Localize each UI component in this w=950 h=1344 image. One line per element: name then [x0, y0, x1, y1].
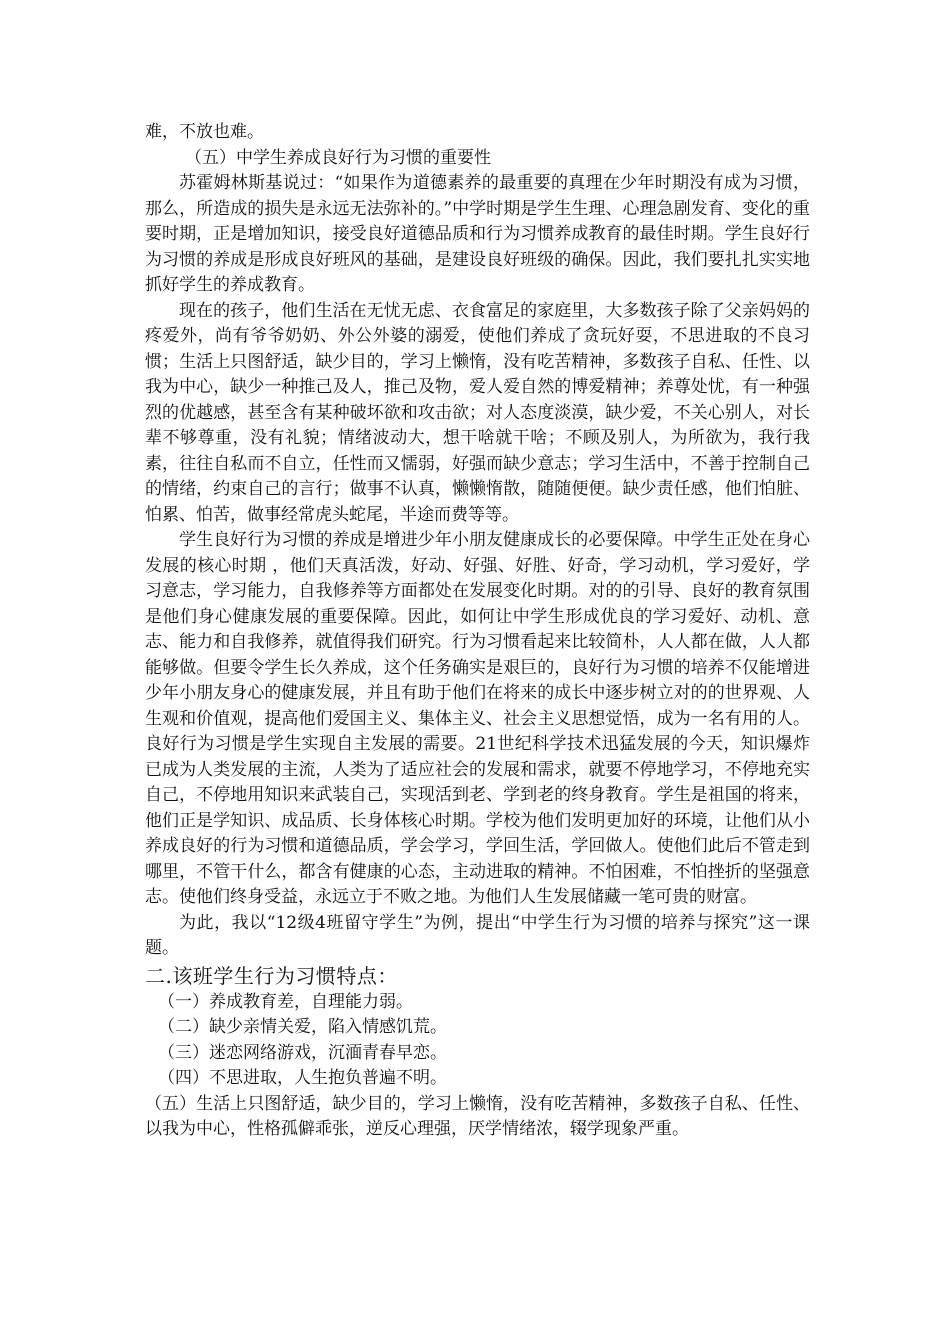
paragraph-habit-guarantee: 学生良好行为习惯的养成是增进少年小朋友健康成长的必要保障。中学生正处在身心发展的核心时期 ，他们天真活泼，好动、好强、好胜、好奇，学习动机，学习爱好，学习意志，学习能力，自我修养等方面都处在发展变化时期。对的的引导、良好的教育氛围是他们身心健康发展的重要保障。因此，如何让中学生形成优良的学习爱好、动机、意志、能力和自我修养，就值得我们研究。行为习惯看起来比较简朴，人人都在做，人人都能够做。但要令学生长久养成，这个任务确实是艰巨的，良好行为习惯的培养不仅能增进少年小朋友身心的健康发展，并且有助于他们在将来的成长中逐步树立对的的世界观、人生观和价值观，提高他们爱国主义、集体主义、社会主义思想觉悟，成为一名有用的人。良好行为习惯是学生实现自主发展的需要。21世纪科学技术迅猛发展的今天，知识爆炸已成为人类发展的主流，人类为了适应社会的发展和需求，就要不停地学习，不停地充实自己，不停地用知识来武装自己，实现活到老、学到老的终身教育。学生是祖国的将来，他们正是学知识、成品质、长身体核心时期。学校为他们发明更加好的环境，让他们从小养成良好的行为习惯和道德品质，学会学习，学回生活，学回做人。使他们此后不管走到哪里，不管干什么，都含有健康的心态，主动进取的精神。不怕困难，不怕挫折的坚强意志。使他们终身受益，永远立于不败之地。为他们人生发展储藏一笔可贵的财富。 [145, 530, 810, 907]
feature-item: （五）生活上只图舒适，缺少目的，学习上懒惰，没有吃苦精神，多数孩子自私、任性、以我为中心，性格孤僻乖张，逆反心理强，厌学情绪浓，辍学现象严重。 [145, 1093, 810, 1139]
subheading-importance: （五）中学生养成良好行为习惯的重要性 [185, 147, 491, 168]
document-body [145, 120, 810, 1143]
continuation-text: 难，不放也难。 [145, 122, 264, 142]
feature-item: （四）不思进取，人生抱负普遍不明。 [158, 1068, 447, 1088]
feature-item: （一）养成教育差，自理能力弱。 [158, 991, 413, 1012]
paragraph-topic: 为此，我以“12级4班留守学生”为例，提出“中学生行为习惯的培养与探究”这一课题。 [145, 912, 810, 958]
paragraph-quote: 苏霍姆林斯基说过：“如果作为道德素养的最重要的真理在少年时期没有成为习惯，那么，所造成的损失是永远无法弥补的。”中学时期是学生生理、心理急剧发育、变化的重要时期，正是增加知识，接受良好道德品质和行为习惯养成教育的最佳时期。学生良好行为习惯的养成是形成良好班风的基础，是建设良好班级的确保。因此，我们要扎扎实实地抓好学生的养成教育。 [145, 173, 810, 295]
feature-item: （三）迷恋网络游戏，沉湎青春早恋。 [158, 1042, 447, 1063]
feature-item: （二）缺少亲情关爱，陷入情感饥荒。 [158, 1017, 447, 1037]
section-title-features: 二.该班学生行为习惯特点： [145, 963, 398, 988]
paragraph-children-today: 现在的孩子，他们生活在无忧无虑、衣食富足的家庭里，大多数孩子除了父亲妈妈的疼爱外，尚有爷爷奶奶、外公外婆的溺爱，使他们养成了贪玩好耍，不思进取的不良习惯；生活上只图舒适，缺少目的，学习上懒惰，没有吃苦精神，多数孩子自私、任性、以我为中心，缺少一种推己及人，推己及物，爱人爱自然的博爱精神；养尊处忧，有一种强烈的优越感，甚至含有某种破坏欲和攻击欲；对人态度淡漠，缺少爱，不关心别人，对长辈不够尊重，没有礼貌；情绪波动大，想干啥就干啥；不顾及别人，为所欲为，我行我素，往往自私而不自立，任性而又懦弱，好强而缺少意志；学习生活中，不善于控制自己的情绪，约束自己的言行；做事不认真，懒懒惰散，随随便便。缺少责任感，他们怕脏、怕累、怕苦，做事经常虎头蛇尾，半途而费等等。 [145, 300, 810, 525]
